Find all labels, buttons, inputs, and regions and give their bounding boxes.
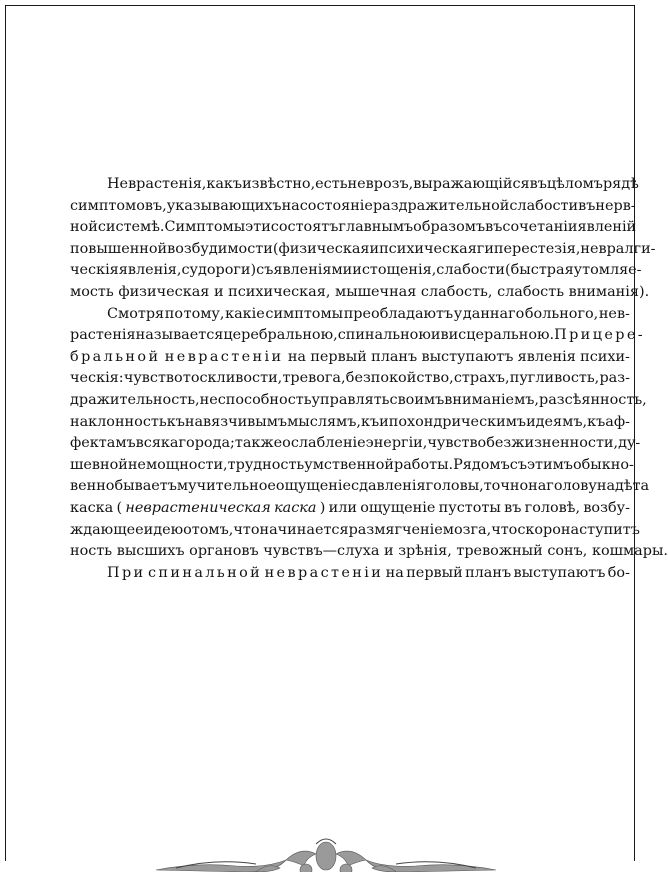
word: въ [578, 197, 596, 214]
word: судороги) [181, 262, 257, 279]
word: симптомовъ, [70, 197, 167, 214]
word: страхъ, [453, 370, 510, 387]
word: томъ, [191, 521, 234, 538]
word: тому, [183, 305, 225, 322]
word: идеямъ, [526, 413, 588, 430]
word: обыкно- [572, 456, 634, 473]
word: и [369, 240, 380, 257]
word: раз- [599, 370, 630, 387]
word: высшихъ [116, 543, 185, 560]
word: неврастеническая [125, 499, 271, 516]
word: сдавленія [351, 478, 426, 495]
word: возбу- [583, 499, 630, 516]
word: Симптомы [164, 219, 246, 236]
word: истощенія, [352, 262, 437, 279]
word: сочетаніи [502, 219, 578, 236]
word: по [164, 305, 183, 322]
word: рядѣ [602, 176, 639, 192]
text-line [70, 260, 642, 282]
word: голову [546, 478, 597, 495]
word: этимъ [526, 456, 573, 473]
word: повышенной [70, 240, 168, 257]
text-line [70, 304, 630, 326]
word: или [328, 499, 357, 516]
text-line [70, 325, 646, 347]
word: о [183, 521, 192, 538]
word: тревога, [282, 370, 346, 387]
word: чувство [123, 370, 183, 387]
word: мость [70, 283, 114, 300]
word: что [491, 521, 518, 538]
word: При [554, 327, 593, 344]
word: на [385, 564, 404, 581]
word: ждающее [70, 521, 144, 538]
word: раздражительной [372, 197, 510, 214]
word: съ [256, 262, 274, 279]
word: первый [406, 564, 463, 581]
word: вниманіемъ, [444, 391, 539, 408]
word: гиперестезія, [476, 240, 581, 257]
word: шевной [70, 456, 128, 473]
word: управлять [311, 391, 390, 408]
text-line [70, 174, 639, 196]
word: ность [70, 543, 113, 560]
text-line [70, 433, 641, 455]
word: мышечная [335, 283, 417, 300]
body-text [70, 174, 668, 584]
text-line [70, 217, 637, 239]
word: чувствъ—слуха [263, 543, 380, 560]
word: аф- [605, 413, 630, 430]
text-line [70, 476, 650, 498]
word: спинальною [337, 327, 431, 344]
word: Смотря [107, 305, 165, 322]
word: къ [166, 413, 185, 430]
word: зрѣнія, [398, 543, 452, 560]
word: психическая [379, 240, 477, 257]
word: кошмары. [591, 543, 668, 560]
text-line [70, 412, 630, 434]
text-line [70, 455, 634, 477]
word: бываетъ [114, 478, 177, 495]
word: въ [504, 499, 522, 516]
word: больного, [524, 305, 599, 322]
word: наступитъ [560, 521, 640, 538]
word: бо- [607, 564, 630, 581]
word: первый [310, 348, 367, 365]
word: тоскливости, [182, 370, 283, 387]
word: къ [587, 413, 606, 430]
word: ной [70, 219, 98, 236]
word: неврастеніи [164, 348, 284, 365]
word: растенія [70, 327, 136, 344]
word: чувство [427, 435, 487, 452]
text-line [70, 282, 650, 304]
text-line [70, 239, 656, 261]
word: слабость, [420, 283, 493, 300]
word: пугливость, [509, 370, 600, 387]
word: состояніе [299, 197, 373, 214]
text-line [70, 390, 647, 412]
word: работы. [394, 456, 454, 473]
text-line [70, 520, 640, 542]
text-line [70, 541, 668, 563]
word: идею [143, 521, 184, 538]
word: всякаго [135, 435, 195, 452]
word: слабость [497, 283, 565, 300]
word: немощности, [127, 456, 228, 473]
word: ( [116, 499, 123, 516]
word: нев- [598, 305, 630, 322]
word: эти [245, 219, 271, 236]
word: планъ [465, 564, 512, 581]
word: фектамъ [70, 435, 136, 452]
word: навязчивымъ [184, 413, 288, 430]
word: выступаютъ [513, 564, 606, 581]
word: явленія, [118, 262, 182, 279]
word: также [234, 435, 283, 452]
word: мучительное [176, 478, 276, 495]
word: на [281, 197, 300, 214]
word: ческія: [70, 370, 124, 387]
word: планъ [371, 348, 418, 365]
word: съ [509, 456, 527, 473]
word: безпокойство, [345, 370, 454, 387]
word: точно [483, 478, 529, 495]
word: возбудимости [167, 240, 273, 257]
word: невралги- [580, 240, 656, 257]
word: ощущеніе [360, 499, 436, 516]
word: ощущеніе [275, 478, 352, 495]
word: преобладаютъ [343, 305, 454, 322]
word: цѣломъ [546, 176, 603, 192]
word: неврастеніи [264, 564, 384, 581]
word: размягченіе [348, 521, 443, 538]
word: что [233, 521, 260, 538]
word: выступаютъ [421, 348, 514, 365]
word: наклонность [70, 413, 167, 430]
word: неспособность [199, 391, 312, 408]
word: ческія [70, 262, 119, 279]
word: Рядомъ [453, 456, 510, 473]
word: у [453, 305, 463, 322]
word: трудность [227, 456, 305, 473]
word: главнымъ [338, 219, 414, 236]
word: головѣ, [524, 499, 581, 516]
word: спинальной [147, 564, 263, 581]
word: неврозъ, [347, 176, 414, 192]
word: физическая [118, 283, 210, 300]
word: явленіями [273, 262, 353, 279]
word: (быстрая [505, 262, 574, 279]
word: надѣта [596, 478, 650, 495]
word: въ [485, 219, 503, 236]
word: (физическая [272, 240, 370, 257]
word: При [107, 564, 146, 581]
text-line [70, 368, 630, 390]
word: церебральною, [223, 327, 338, 344]
word: какъ [206, 176, 243, 192]
ornament-divider [156, 832, 496, 872]
word: даннаго [462, 305, 525, 322]
text-line [70, 196, 636, 218]
word: какіе [225, 305, 265, 322]
word: указывающихъ [166, 197, 282, 214]
word: слабости [509, 197, 579, 214]
word: на [528, 478, 547, 495]
word: безжизненности, [486, 435, 619, 452]
word: Неврастенія, [107, 176, 207, 192]
word: каска [70, 499, 114, 516]
text-line [70, 563, 630, 585]
word: и [213, 283, 224, 300]
word: въ [529, 176, 547, 192]
word: явленія [517, 348, 576, 365]
word: выражающійся [413, 176, 530, 192]
word: симптомы [265, 305, 344, 322]
word: своимъ [389, 391, 445, 408]
word: психи- [580, 348, 630, 365]
word: психическая, [228, 283, 331, 300]
word: рода; [194, 435, 235, 452]
word: ипохондрическимъ [379, 413, 527, 430]
word: слабости [436, 262, 506, 279]
word: извѣстно, [242, 176, 316, 192]
word: бральной [70, 348, 161, 365]
word: состоятъ [270, 219, 339, 236]
word: дражительность, [70, 391, 200, 408]
word: каска [274, 499, 317, 516]
word: органовъ [189, 543, 259, 560]
word: ду- [618, 435, 641, 452]
word: энергіи, [365, 435, 428, 452]
word: венно [70, 478, 115, 495]
word: умственной [304, 456, 395, 473]
word: цере- [592, 327, 646, 344]
word: на [287, 348, 307, 365]
word: висцеральною. [440, 327, 555, 344]
word: головы, [425, 478, 484, 495]
word: системѣ. [97, 219, 165, 236]
word: нерв- [595, 197, 636, 214]
word: сонъ, [547, 543, 588, 560]
word: разсѣянность, [539, 391, 647, 408]
word: ) [319, 499, 326, 516]
word: мыслямъ, [287, 413, 361, 430]
text-line [70, 498, 630, 520]
word: ослабленіе [282, 435, 366, 452]
word: и [430, 327, 441, 344]
word: и [384, 543, 394, 560]
word: пустоты [438, 499, 501, 516]
word: къ [360, 413, 380, 430]
word: скоро [517, 521, 561, 538]
word: образомъ [413, 219, 486, 236]
text-line [70, 347, 630, 369]
word: есть [315, 176, 348, 192]
word: явленій [577, 219, 637, 236]
word: вниманія). [568, 283, 650, 300]
word: начинается [259, 521, 349, 538]
word: тревожный [456, 543, 543, 560]
page-frame [5, 5, 668, 861]
word: утомляе- [573, 262, 642, 279]
word: называется [135, 327, 224, 344]
word: мозга, [442, 521, 492, 538]
